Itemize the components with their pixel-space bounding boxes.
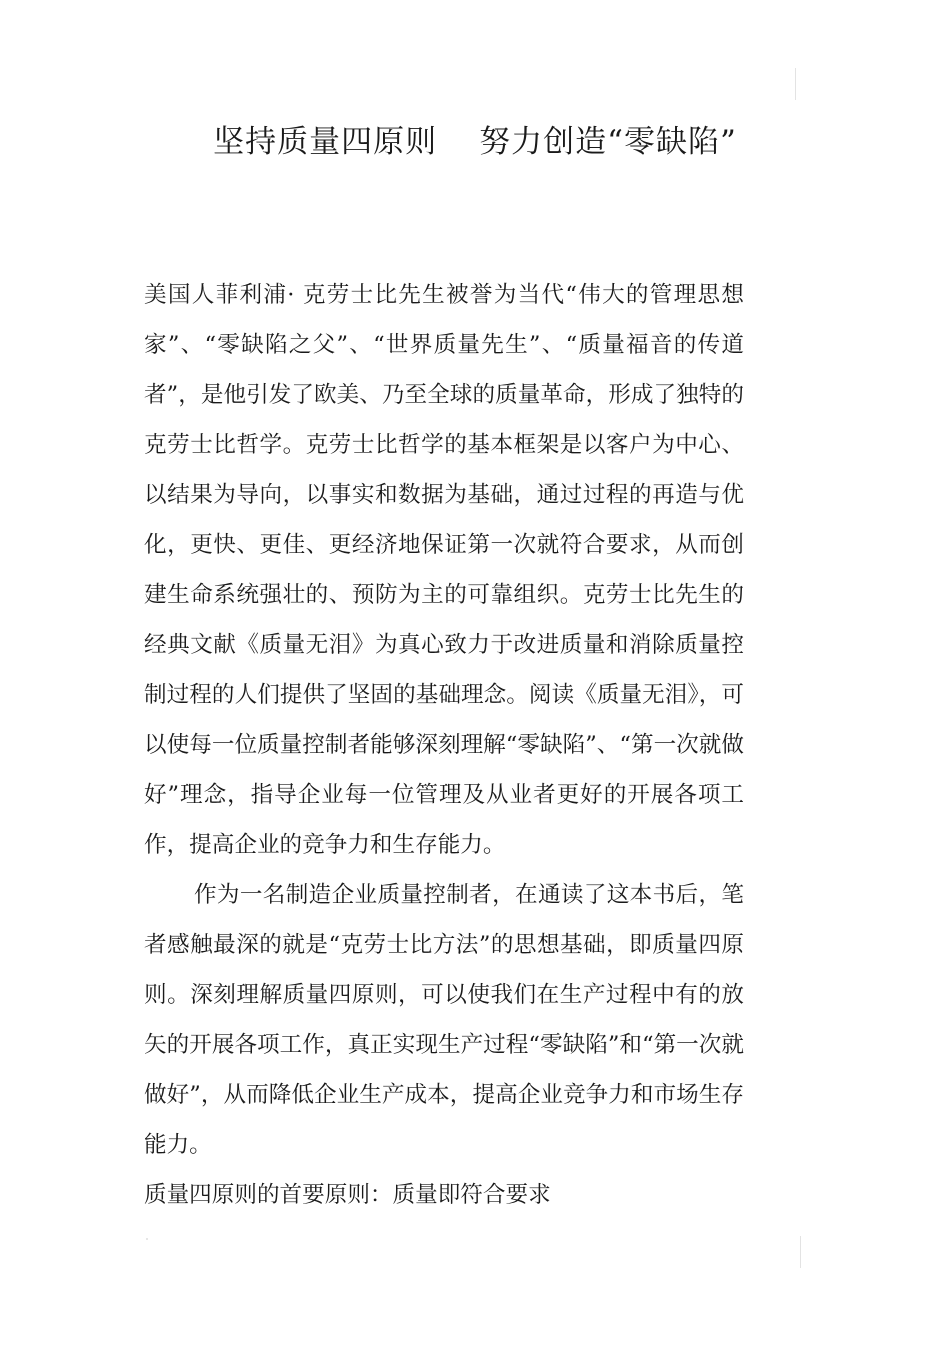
page-edge-mark-bottom	[800, 1236, 801, 1268]
paragraph-intro: 美国人菲利浦· 克劳士比先生被誉为当代“伟大的管理思想家”、“零缺陷之父”、“世界质量先生”、“质量福音的传道者”，是他引发了欧美、乃至全球的质量革命，形成了独特的克劳士比哲学。克劳士比哲学的基本框架是以客户为中心、以结果为导向，以事实和数据为基础，通过过程的再造与优化，更快、更佳、更经济地保证第一次就符合要求，从而创建生命系统强壮的、预防为主的可靠组织。克劳士比先生的经典文献《质量无泪》为真心致力于改进质量和消除质量控制过程的人们提供了坚固的基础理念。阅读《质量无泪》，可以使每一位质量控制者能够深刻理解“零缺陷”、“第一次就做好”理念，指导企业每一位管理及从业者更好的开展各项工作，提高企业的竞争力和生存能力。	[144, 282, 744, 858]
section-heading-first-principle: 质量四原则的首要原则：质量即符合要求	[144, 1182, 551, 1208]
title-part-2: 努力创造“零缺陷”	[479, 124, 737, 160]
page-edge-mark-top	[795, 68, 796, 100]
paragraph-author-view: 作为一名制造企业质量控制者，在通读了这本书后，笔者感触最深的就是“克劳士比方法”的思想基础，即质量四原则。深刻理解质量四原则，可以使我们在生产过程中有的放矢的开展各项工作，真正实现生产过程“零缺陷”和“第一次就做好”，从而降低企业生产成本，提高企业竞争力和市场生存能力。	[144, 882, 744, 1158]
document-body	[144, 270, 744, 1220]
title-part-1: 坚持质量四原则	[213, 124, 438, 160]
page-dot-mark	[146, 1238, 148, 1240]
document-title	[0, 120, 950, 164]
